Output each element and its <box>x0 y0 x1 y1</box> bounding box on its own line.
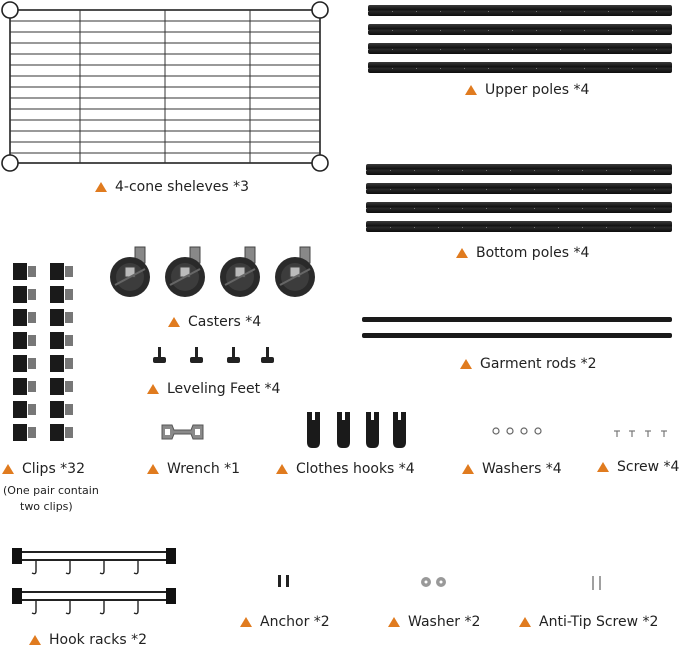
anchor-label: Anchor *2 <box>240 613 330 631</box>
washer-image <box>420 576 448 588</box>
clothes-hooks-image <box>300 410 415 455</box>
wrench-image <box>160 421 205 443</box>
triangle-icon <box>2 464 14 474</box>
upper-poles-label: Upper poles *4 <box>465 81 589 99</box>
triangle-icon <box>276 464 288 474</box>
anti-tip-screw-label: Anti-Tip Screw *2 <box>519 613 658 631</box>
clips-note-line-2: two clips) <box>20 500 73 513</box>
triangle-icon <box>462 464 474 474</box>
triangle-icon <box>465 85 477 95</box>
bottom-poles-label: Bottom poles *4 <box>456 244 589 262</box>
clothes-hooks-label: Clothes hooks *4 <box>276 460 415 478</box>
garment-rods-label: Garment rods *2 <box>460 355 597 373</box>
anti-tip-screw-image <box>589 574 605 592</box>
triangle-icon <box>29 635 41 645</box>
hook-racks-label: Hook racks *2 <box>29 631 147 649</box>
triangle-icon <box>147 464 159 474</box>
clips-note-line-1: (One pair contain <box>3 484 99 497</box>
clips-label: Clips *32 <box>2 460 85 478</box>
anchor-image <box>276 574 292 588</box>
washers-image <box>490 425 550 437</box>
leveling-feet-label: Leveling Feet *4 <box>147 380 280 398</box>
triangle-icon <box>147 384 159 394</box>
wrench-label: Wrench *1 <box>147 460 240 478</box>
triangle-icon <box>388 617 400 627</box>
screws-image <box>612 428 672 440</box>
hook-racks-image <box>8 545 180 620</box>
shelves-label: 4-cone sheleves *3 <box>95 178 249 196</box>
casters-image <box>105 245 330 305</box>
clips-image <box>10 260 80 445</box>
wire-shelf-image <box>0 0 335 175</box>
casters-label: Casters *4 <box>168 313 261 331</box>
leveling-feet-image <box>150 345 280 367</box>
triangle-icon <box>460 359 472 369</box>
triangle-icon <box>168 317 180 327</box>
triangle-icon <box>95 182 107 192</box>
washer-label: Washer *2 <box>388 613 480 631</box>
screw-label: Screw *4 <box>597 458 679 476</box>
washers-label: Washers *4 <box>462 460 562 478</box>
triangle-icon <box>456 248 468 258</box>
triangle-icon <box>240 617 252 627</box>
triangle-icon <box>519 617 531 627</box>
triangle-icon <box>597 462 609 472</box>
